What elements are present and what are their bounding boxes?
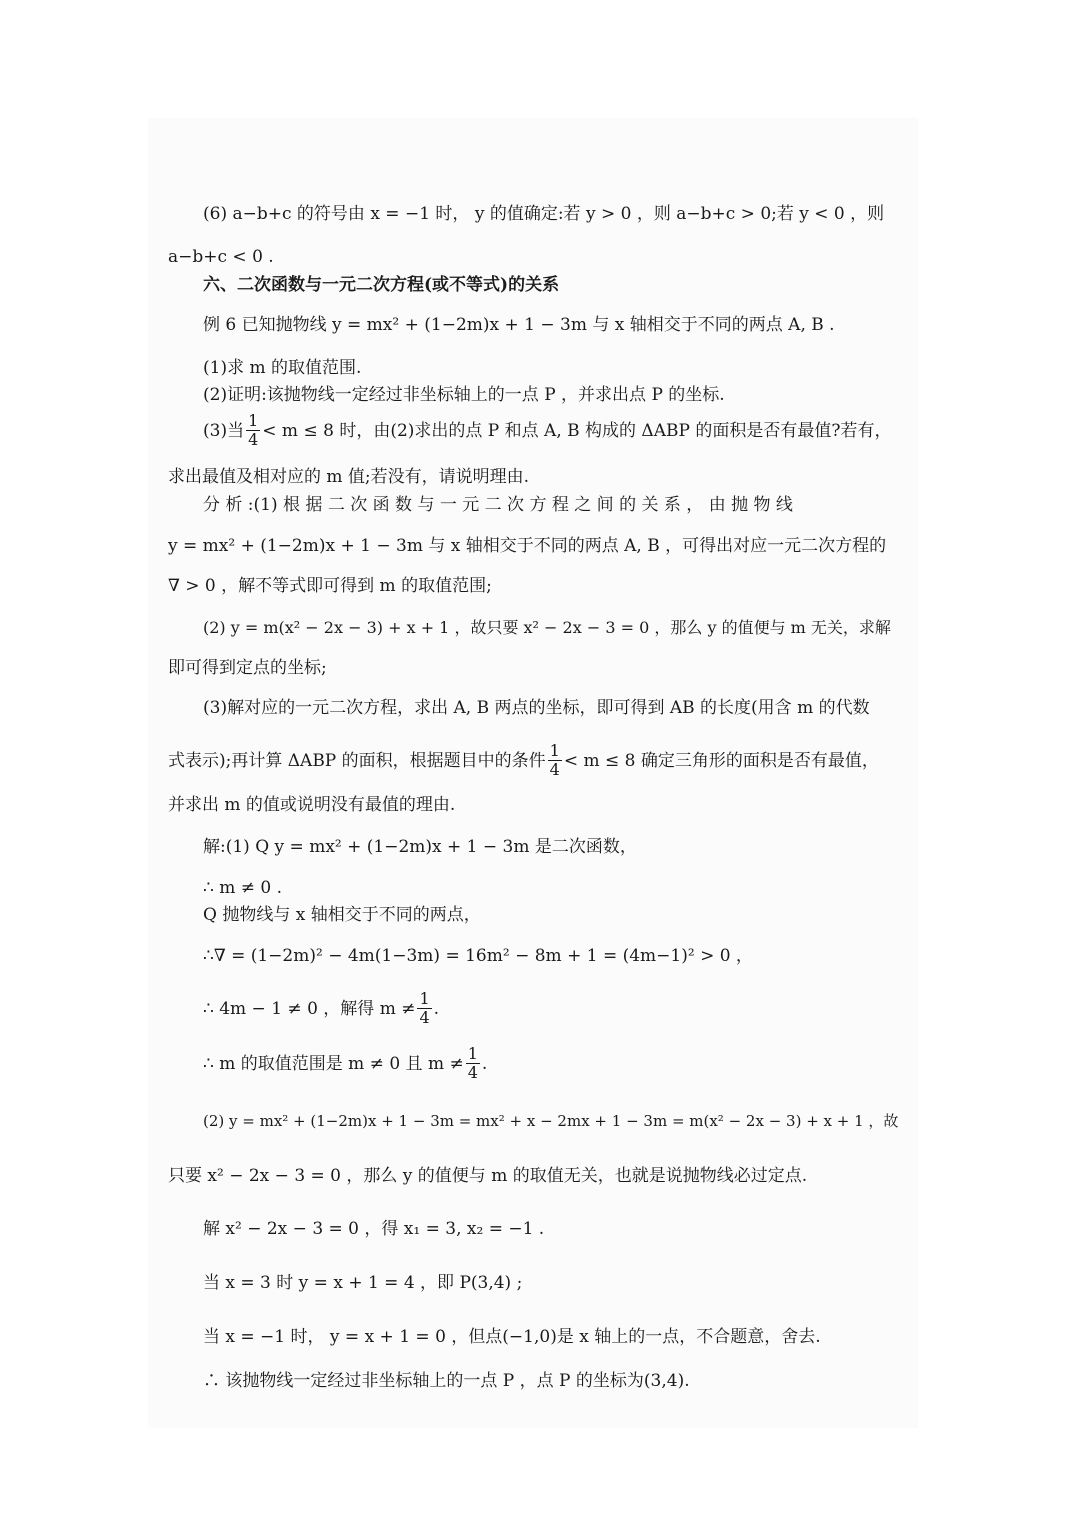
fraction-numerator: 1 (467, 1044, 478, 1063)
solution-line-4: ∴∇ = (1−2m)² − 4m(1−3m) = 16m² − 8m + 1 = (4m−1)² > 0 ， (203, 946, 753, 966)
fraction-denominator: 4 (549, 760, 560, 779)
analysis-line-7 (168, 742, 898, 779)
analysis-line-6: (3)解对应的一元二次方程，求出 A, B 两点的坐标，即可得到 AB 的长度(用含 m 的代数 (203, 698, 870, 718)
question-3-suffix: < m ≤ 8 时，由(2)求出的点 P 和点 A, B 构成的 ΔABP 的面积是否有最值?若有， (262, 420, 892, 441)
solution-line-6 (203, 1045, 898, 1082)
fraction (466, 1045, 480, 1082)
section-heading: 六、二次函数与一元二次方程(或不等式)的关系 (203, 275, 560, 295)
solution-line-6-prefix: ∴ m 的取值范围是 m ≠ 0 且 m ≠ (203, 1053, 464, 1074)
analysis-line-7-suffix: < m ≤ 8 确定三角形的面积是否有最值， (563, 750, 879, 771)
question-2: (2)证明:该抛物线一定经过非坐标轴上的一点 P ，并求出点 P 的坐标. (203, 385, 725, 405)
solution-line-7: (2) y = mx² + (1−2m)x + 1 − 3m = mx² + x − 2mx + 1 − 3m = m(x² − 2x − 3) + x + 1 ，故 (203, 1112, 899, 1130)
analysis-line-7-prefix: 式表示);再计算 ΔABP 的面积，根据题目中的条件 (168, 750, 546, 771)
question-3 (203, 412, 898, 449)
solution-line-12: ∴ 该抛物线一定经过非坐标轴上的一点 P ，点 P 的坐标为(3,4). (203, 1371, 690, 1391)
fraction (246, 412, 260, 449)
solution-line-5-prefix: ∴ 4m − 1 ≠ 0 ，解得 m ≠ (203, 998, 416, 1019)
fraction-numerator: 1 (419, 989, 430, 1008)
solution-line-8: 只要 x² − 2x − 3 = 0 ，那么 y 的值便与 m 的取值无关，也就是说抛物线必过定点. (168, 1166, 808, 1186)
fraction-denominator: 4 (467, 1063, 478, 1082)
solution-line-10: 当 x = 3 时 y = x + 1 = 4 ，即 P(3,4) ; (203, 1273, 523, 1293)
fraction-denominator: 4 (419, 1008, 430, 1027)
example-statement: 例 6 已知抛物线 y = mx² + (1−2m)x + 1 − 3m 与 x 轴相交于不同的两点 A, B . (203, 315, 835, 335)
fraction (548, 742, 562, 779)
analysis-line-2: y = mx² + (1−2m)x + 1 − 3m 与 x 轴相交于不同的两点 A, B ，可得出对应一元二次方程的 (168, 536, 887, 556)
question-3-prefix: (3)当 (203, 420, 245, 441)
text-line-sign-rule: (6) a−b+c 的符号由 x = −1 时， y 的值确定:若 y > 0 ，则 a−b+c > 0;若 y < 0 ，则 (203, 204, 885, 224)
analysis-line-3: ∇ > 0 ，解不等式即可得到 m 的取值范围; (168, 576, 492, 596)
analysis-line-8: 并求出 m 的值或说明没有最值的理由. (168, 795, 456, 815)
solution-line-5-suffix: . (433, 998, 440, 1019)
analysis-line-4: (2) y = m(x² − 2x − 3) + x + 1 ，故只要 x² − 2x − 3 = 0 ，那么 y 的值便与 m 无关，求解 (203, 618, 891, 637)
fraction-numerator: 1 (248, 411, 259, 430)
fraction (417, 990, 431, 1027)
solution-line-3: Q 抛物线与 x 轴相交于不同的两点， (203, 905, 481, 925)
fraction-numerator: 1 (549, 741, 560, 760)
solution-line-1: 解:(1) Q y = mx² + (1−2m)x + 1 − 3m 是二次函数， (203, 837, 637, 857)
question-3-cont: 求出最值及相对应的 m 值;若没有，请说明理由. (168, 467, 530, 487)
solution-line-9: 解 x² − 2x − 3 = 0 ，得 x₁ = 3, x₂ = −1 . (203, 1219, 545, 1239)
solution-line-6-suffix: . (481, 1053, 488, 1074)
solution-line-11: 当 x = −1 时， y = x + 1 = 0 ，但点(−1,0)是 x 轴上的一点，不合题意，舍去. (203, 1327, 821, 1347)
analysis-line-1: 分 析 :(1) 根 据 二 次 函 数 与 一 元 二 次 方 程 之 间 的 关 系 ， 由 抛 物 线 (203, 495, 793, 515)
solution-line-2: ∴ m ≠ 0 . (203, 878, 283, 898)
question-1: (1)求 m 的取值范围. (203, 358, 362, 378)
fraction-denominator: 4 (248, 430, 259, 449)
analysis-line-5: 即可得到定点的坐标; (168, 658, 327, 678)
text-line-sign-rule-cont: a−b+c < 0 . (168, 247, 274, 267)
solution-line-5 (203, 990, 898, 1027)
